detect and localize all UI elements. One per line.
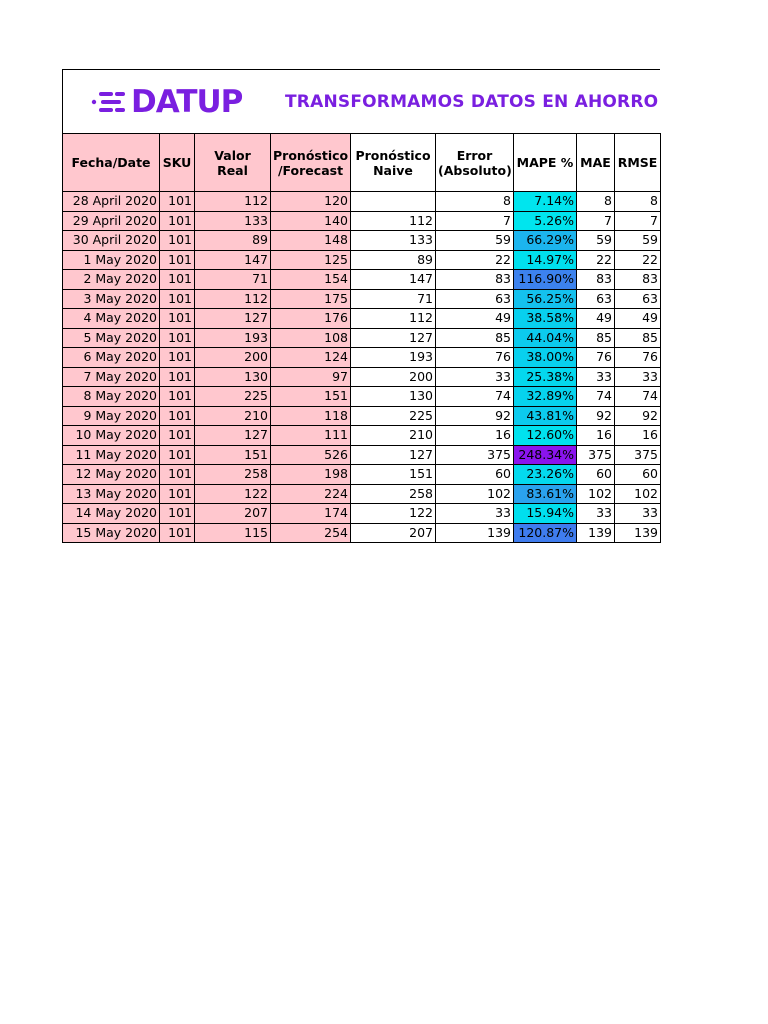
cell-forecast[interactable]: 526 — [271, 445, 351, 465]
table-row — [63, 523, 661, 543]
cell-naive[interactable]: 210 — [351, 426, 436, 446]
header-date[interactable]: Fecha/Date — [63, 134, 160, 192]
cell-mape[interactable]: 56.25% — [514, 289, 577, 309]
cell-real[interactable]: 127 — [195, 309, 271, 329]
table-row — [63, 289, 661, 309]
cell-mape[interactable]: 15.94% — [514, 504, 577, 524]
table-row — [63, 348, 661, 368]
table-row — [63, 484, 661, 504]
cell-date[interactable]: 1 May 2020 — [63, 250, 160, 270]
cell-sku[interactable]: 101 — [160, 309, 195, 329]
cell-rmse[interactable]: 7 — [615, 211, 661, 231]
cell-mape[interactable]: 66.29% — [514, 231, 577, 251]
cell-error[interactable]: 139 — [436, 523, 514, 543]
table-row — [63, 250, 661, 270]
cell-rmse[interactable]: 85 — [615, 328, 661, 348]
cell-forecast[interactable]: 124 — [271, 348, 351, 368]
cell-mae[interactable]: 92 — [577, 406, 615, 426]
cell-rmse[interactable]: 63 — [615, 289, 661, 309]
cell-date[interactable]: 7 May 2020 — [63, 367, 160, 387]
header-rmse[interactable]: RMSE — [615, 134, 661, 192]
cell-error[interactable]: 33 — [436, 504, 514, 524]
cell-mape[interactable]: 5.26% — [514, 211, 577, 231]
cell-naive[interactable]: 258 — [351, 484, 436, 504]
cell-mape[interactable]: 12.60% — [514, 426, 577, 446]
cell-rmse[interactable]: 22 — [615, 250, 661, 270]
cell-date[interactable]: 9 May 2020 — [63, 406, 160, 426]
cell-error[interactable]: 63 — [436, 289, 514, 309]
table-row — [63, 387, 661, 407]
cell-naive[interactable]: 122 — [351, 504, 436, 524]
cell-sku[interactable]: 101 — [160, 426, 195, 446]
table-row — [63, 445, 661, 465]
cell-sku[interactable]: 101 — [160, 523, 195, 543]
cell-naive[interactable]: 193 — [351, 348, 436, 368]
cell-error[interactable]: 102 — [436, 484, 514, 504]
cell-mae[interactable]: 33 — [577, 367, 615, 387]
cell-sku[interactable]: 101 — [160, 192, 195, 212]
datup-logo — [91, 84, 243, 120]
cell-mae[interactable]: 139 — [577, 523, 615, 543]
header-sku[interactable]: SKU — [160, 134, 195, 192]
cell-rmse[interactable]: 8 — [615, 192, 661, 212]
cell-rmse[interactable]: 92 — [615, 406, 661, 426]
cell-mae[interactable]: 102 — [577, 484, 615, 504]
cell-forecast[interactable]: 224 — [271, 484, 351, 504]
cell-date[interactable]: 6 May 2020 — [63, 348, 160, 368]
cell-real[interactable]: 71 — [195, 270, 271, 290]
table-body — [63, 192, 661, 543]
cell-rmse[interactable]: 49 — [615, 309, 661, 329]
cell-rmse[interactable]: 33 — [615, 367, 661, 387]
cell-mape[interactable]: 25.38% — [514, 367, 577, 387]
table-row — [63, 465, 661, 485]
cell-naive[interactable]: 89 — [351, 250, 436, 270]
cell-rmse[interactable]: 76 — [615, 348, 661, 368]
table-row — [63, 328, 661, 348]
cell-real[interactable]: 89 — [195, 231, 271, 251]
cell-real[interactable]: 207 — [195, 504, 271, 524]
cell-sku[interactable]: 101 — [160, 231, 195, 251]
cell-sku[interactable]: 101 — [160, 328, 195, 348]
cell-mae[interactable]: 74 — [577, 387, 615, 407]
cell-mae[interactable]: 85 — [577, 328, 615, 348]
cell-mape[interactable]: 83.61% — [514, 484, 577, 504]
cell-forecast[interactable]: 97 — [271, 367, 351, 387]
cell-real[interactable]: 147 — [195, 250, 271, 270]
logo-text: DATUP — [131, 84, 243, 120]
cell-rmse[interactable]: 33 — [615, 504, 661, 524]
cell-mae[interactable]: 63 — [577, 289, 615, 309]
brand-banner — [62, 69, 660, 133]
cell-rmse[interactable]: 102 — [615, 484, 661, 504]
cell-mape[interactable]: 38.00% — [514, 348, 577, 368]
cell-date[interactable]: 13 May 2020 — [63, 484, 160, 504]
cell-naive[interactable]: 112 — [351, 211, 436, 231]
cell-error[interactable]: 22 — [436, 250, 514, 270]
cell-rmse[interactable]: 83 — [615, 270, 661, 290]
cell-forecast[interactable]: 108 — [271, 328, 351, 348]
cell-sku[interactable]: 101 — [160, 348, 195, 368]
cell-rmse[interactable]: 139 — [615, 523, 661, 543]
header-forecast[interactable]: Pronóstico /Forecast — [271, 134, 351, 192]
cell-naive[interactable]: 127 — [351, 328, 436, 348]
cell-error[interactable]: 8 — [436, 192, 514, 212]
spreadsheet — [62, 69, 660, 543]
header-real[interactable]: Valor Real — [195, 134, 271, 192]
cell-forecast[interactable]: 125 — [271, 250, 351, 270]
cell-mae[interactable]: 7 — [577, 211, 615, 231]
cell-mae[interactable]: 33 — [577, 504, 615, 524]
cell-naive[interactable]: 71 — [351, 289, 436, 309]
cell-real[interactable]: 127 — [195, 426, 271, 446]
table-row — [63, 309, 661, 329]
table-header-row — [63, 134, 661, 192]
cell-date[interactable]: 4 May 2020 — [63, 309, 160, 329]
cell-real[interactable]: 210 — [195, 406, 271, 426]
header-error[interactable]: Error (Absoluto) — [436, 134, 514, 192]
cell-error[interactable]: 76 — [436, 348, 514, 368]
cell-sku[interactable]: 101 — [160, 484, 195, 504]
cell-naive[interactable]: 151 — [351, 465, 436, 485]
cell-mape[interactable]: 116.90% — [514, 270, 577, 290]
cell-date[interactable]: 11 May 2020 — [63, 445, 160, 465]
cell-sku[interactable]: 101 — [160, 465, 195, 485]
cell-forecast[interactable]: 120 — [271, 192, 351, 212]
cell-date[interactable]: 14 May 2020 — [63, 504, 160, 524]
cell-date[interactable]: 15 May 2020 — [63, 523, 160, 543]
banner-slogan: TRANSFORMAMOS DATOS EN AHORRO — [285, 92, 659, 112]
cell-sku[interactable]: 101 — [160, 250, 195, 270]
cell-naive[interactable]: 207 — [351, 523, 436, 543]
table-row — [63, 426, 661, 446]
cell-mae[interactable]: 375 — [577, 445, 615, 465]
cell-forecast[interactable]: 111 — [271, 426, 351, 446]
cell-naive[interactable]: 147 — [351, 270, 436, 290]
cell-error[interactable]: 33 — [436, 367, 514, 387]
cell-forecast[interactable]: 254 — [271, 523, 351, 543]
cell-forecast[interactable]: 154 — [271, 270, 351, 290]
cell-mape[interactable]: 44.04% — [514, 328, 577, 348]
cell-real[interactable]: 200 — [195, 348, 271, 368]
cell-real[interactable]: 225 — [195, 387, 271, 407]
cell-rmse[interactable]: 375 — [615, 445, 661, 465]
table-row — [63, 231, 661, 251]
forecast-table — [62, 133, 661, 543]
cell-forecast[interactable]: 118 — [271, 406, 351, 426]
cell-naive[interactable]: 225 — [351, 406, 436, 426]
cell-forecast[interactable]: 176 — [271, 309, 351, 329]
cell-forecast[interactable]: 198 — [271, 465, 351, 485]
logo-speed-lines-icon — [91, 90, 127, 114]
cell-mape[interactable]: 248.34% — [514, 445, 577, 465]
header-naive[interactable]: Pronóstico Naive — [351, 134, 436, 192]
cell-real[interactable]: 112 — [195, 289, 271, 309]
cell-rmse[interactable]: 60 — [615, 465, 661, 485]
cell-sku[interactable]: 101 — [160, 270, 195, 290]
cell-rmse[interactable]: 16 — [615, 426, 661, 446]
cell-mape[interactable]: 7.14% — [514, 192, 577, 212]
table-row — [63, 192, 661, 212]
cell-rmse[interactable]: 74 — [615, 387, 661, 407]
cell-mae[interactable]: 16 — [577, 426, 615, 446]
cell-mape[interactable]: 120.87% — [514, 523, 577, 543]
cell-mape[interactable]: 14.97% — [514, 250, 577, 270]
cell-mae[interactable]: 83 — [577, 270, 615, 290]
cell-date[interactable]: 12 May 2020 — [63, 465, 160, 485]
cell-date[interactable]: 8 May 2020 — [63, 387, 160, 407]
cell-error[interactable]: 74 — [436, 387, 514, 407]
cell-mae[interactable]: 59 — [577, 231, 615, 251]
table-row — [63, 406, 661, 426]
table-row — [63, 367, 661, 387]
cell-forecast[interactable]: 140 — [271, 211, 351, 231]
cell-date[interactable]: 3 May 2020 — [63, 289, 160, 309]
cell-date[interactable]: 28 April 2020 — [63, 192, 160, 212]
cell-error[interactable]: 60 — [436, 465, 514, 485]
cell-real[interactable]: 133 — [195, 211, 271, 231]
table-row — [63, 211, 661, 231]
cell-error[interactable]: 59 — [436, 231, 514, 251]
cell-real[interactable]: 193 — [195, 328, 271, 348]
cell-mape[interactable]: 32.89% — [514, 387, 577, 407]
cell-mae[interactable]: 76 — [577, 348, 615, 368]
cell-naive[interactable]: 127 — [351, 445, 436, 465]
cell-error[interactable]: 7 — [436, 211, 514, 231]
cell-mae[interactable]: 22 — [577, 250, 615, 270]
cell-date[interactable]: 5 May 2020 — [63, 328, 160, 348]
cell-sku[interactable]: 101 — [160, 406, 195, 426]
cell-mape[interactable]: 38.58% — [514, 309, 577, 329]
header-mae[interactable]: MAE — [577, 134, 615, 192]
cell-date[interactable]: 2 May 2020 — [63, 270, 160, 290]
cell-sku[interactable]: 101 — [160, 387, 195, 407]
cell-sku[interactable]: 101 — [160, 211, 195, 231]
cell-real[interactable]: 112 — [195, 192, 271, 212]
table-row — [63, 270, 661, 290]
cell-sku[interactable]: 101 — [160, 445, 195, 465]
cell-error[interactable]: 83 — [436, 270, 514, 290]
cell-naive[interactable]: 200 — [351, 367, 436, 387]
cell-real[interactable]: 115 — [195, 523, 271, 543]
cell-forecast[interactable]: 151 — [271, 387, 351, 407]
cell-rmse[interactable]: 59 — [615, 231, 661, 251]
cell-date[interactable]: 10 May 2020 — [63, 426, 160, 446]
cell-error[interactable]: 49 — [436, 309, 514, 329]
cell-real[interactable]: 151 — [195, 445, 271, 465]
cell-error[interactable]: 16 — [436, 426, 514, 446]
cell-real[interactable]: 258 — [195, 465, 271, 485]
header-mape[interactable]: MAPE % — [514, 134, 577, 192]
cell-mae[interactable]: 8 — [577, 192, 615, 212]
cell-sku[interactable]: 101 — [160, 504, 195, 524]
cell-mae[interactable]: 60 — [577, 465, 615, 485]
cell-forecast[interactable]: 175 — [271, 289, 351, 309]
cell-naive[interactable]: 133 — [351, 231, 436, 251]
cell-error[interactable]: 92 — [436, 406, 514, 426]
cell-date[interactable]: 30 April 2020 — [63, 231, 160, 251]
cell-forecast[interactable]: 148 — [271, 231, 351, 251]
cell-mape[interactable]: 43.81% — [514, 406, 577, 426]
cell-naive[interactable]: 130 — [351, 387, 436, 407]
cell-mape[interactable]: 23.26% — [514, 465, 577, 485]
cell-sku[interactable]: 101 — [160, 289, 195, 309]
cell-mae[interactable]: 49 — [577, 309, 615, 329]
cell-naive[interactable] — [351, 192, 436, 212]
cell-sku[interactable]: 101 — [160, 367, 195, 387]
cell-real[interactable]: 130 — [195, 367, 271, 387]
cell-forecast[interactable]: 174 — [271, 504, 351, 524]
cell-naive[interactable]: 112 — [351, 309, 436, 329]
cell-date[interactable]: 29 April 2020 — [63, 211, 160, 231]
cell-real[interactable]: 122 — [195, 484, 271, 504]
table-row — [63, 504, 661, 524]
cell-error[interactable]: 375 — [436, 445, 514, 465]
cell-error[interactable]: 85 — [436, 328, 514, 348]
